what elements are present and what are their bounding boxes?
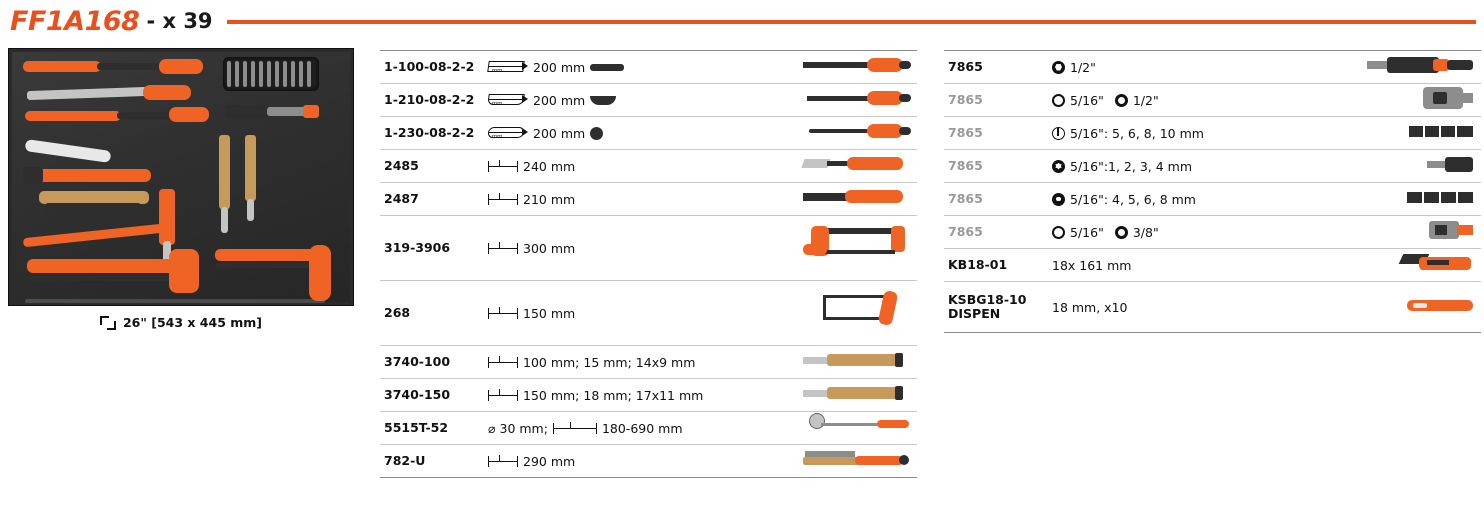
table-row[interactable] bbox=[944, 150, 1481, 183]
part-spec bbox=[488, 281, 793, 346]
length-icon bbox=[553, 423, 597, 433]
table-row[interactable] bbox=[380, 183, 917, 216]
part-spec bbox=[488, 117, 793, 150]
part-spec bbox=[488, 51, 793, 84]
parts-table-left bbox=[380, 50, 917, 478]
part-spec bbox=[488, 379, 793, 412]
part-thumbnail bbox=[1357, 216, 1481, 249]
page-header bbox=[10, 4, 1476, 38]
table-row[interactable] bbox=[380, 84, 917, 117]
table-row[interactable] bbox=[380, 412, 917, 445]
hex-socket-icon bbox=[1052, 193, 1065, 206]
part-spec-text: 290 mm bbox=[523, 453, 576, 469]
table-row[interactable] bbox=[944, 282, 1481, 333]
table-row[interactable] bbox=[944, 84, 1481, 117]
part-code: 3740-100 bbox=[384, 353, 451, 369]
part-spec-text: 200 mm bbox=[533, 125, 586, 141]
part-code: 7865 bbox=[948, 223, 983, 239]
part-spec bbox=[1052, 84, 1357, 117]
part-thumbnail bbox=[793, 445, 917, 478]
photo-caption bbox=[8, 315, 354, 330]
part-spec-text: 210 mm bbox=[523, 191, 576, 207]
part-spec-text-2: 3/8" bbox=[1132, 224, 1159, 240]
part-spec-text: 18x 161 mm bbox=[1052, 257, 1132, 273]
foam-tray-photo bbox=[8, 48, 354, 306]
part-thumbnail bbox=[793, 117, 917, 150]
table-row[interactable] bbox=[944, 117, 1481, 150]
ring-thick-icon bbox=[1115, 94, 1128, 107]
part-spec bbox=[1052, 249, 1357, 282]
part-spec-text: 5/16": 4, 5, 6, 8 mm bbox=[1070, 191, 1196, 207]
table-row[interactable] bbox=[380, 51, 917, 84]
part-code: 268 bbox=[384, 304, 411, 320]
part-code: 7865 bbox=[948, 190, 983, 206]
table-row[interactable] bbox=[380, 117, 917, 150]
quantity-label: - x 39 bbox=[146, 9, 213, 33]
length-icon bbox=[488, 161, 518, 171]
rasp-end-flat-icon bbox=[590, 64, 624, 71]
part-spec-text: 200 mm bbox=[533, 92, 586, 108]
part-code: 7865 bbox=[948, 157, 983, 173]
torx-icon bbox=[1052, 160, 1065, 173]
table-row[interactable] bbox=[380, 281, 917, 346]
file-profile-flat-icon: mm bbox=[488, 59, 528, 75]
part-spec-text: 300 mm bbox=[523, 240, 576, 256]
part-thumbnail bbox=[793, 51, 917, 84]
part-spec-text: 200 mm bbox=[533, 59, 586, 75]
table-row[interactable] bbox=[380, 150, 917, 183]
part-code bbox=[944, 282, 1052, 333]
table-row[interactable] bbox=[944, 51, 1481, 84]
part-code-line1: KSBG18-10 bbox=[948, 291, 1027, 307]
length-icon bbox=[488, 243, 518, 253]
part-spec-text: ⌀ 30 mm; bbox=[488, 420, 548, 436]
part-code: 5515T-52 bbox=[384, 419, 449, 435]
file-profile-half-round-icon: mm bbox=[488, 92, 528, 108]
table-row[interactable] bbox=[380, 346, 917, 379]
part-thumbnail bbox=[1357, 51, 1481, 84]
ring-thick-icon bbox=[1115, 226, 1128, 239]
part-code: 7865 bbox=[948, 124, 983, 140]
part-thumbnail bbox=[793, 346, 917, 379]
header-rule bbox=[227, 20, 1476, 24]
part-thumbnail bbox=[1357, 84, 1481, 117]
part-spec-text: 5/16": 5, 6, 8, 10 mm bbox=[1070, 125, 1204, 141]
product-photo-block bbox=[8, 48, 354, 330]
part-spec bbox=[1052, 183, 1357, 216]
part-spec bbox=[1052, 150, 1357, 183]
part-spec bbox=[1052, 216, 1357, 249]
part-code: 1-100-08-2-2 bbox=[384, 58, 475, 74]
rasp-end-round-icon bbox=[590, 127, 603, 140]
table-row[interactable] bbox=[944, 249, 1481, 282]
length-icon bbox=[488, 456, 518, 466]
part-code-line2: DISPEN bbox=[948, 306, 1001, 321]
parts-table-right bbox=[944, 50, 1481, 333]
part-spec-text-2: 1/2" bbox=[1132, 92, 1159, 108]
square-drive-icon bbox=[1052, 61, 1065, 74]
table-row[interactable] bbox=[944, 183, 1481, 216]
part-thumbnail bbox=[793, 412, 917, 445]
part-code: 2487 bbox=[384, 190, 419, 206]
table-row[interactable] bbox=[380, 379, 917, 412]
part-spec-text: 18 mm, x10 bbox=[1052, 299, 1128, 315]
part-spec-text: 150 mm; 18 mm; 17x11 mm bbox=[523, 387, 704, 403]
part-thumbnail bbox=[1357, 249, 1481, 282]
ring-icon bbox=[1052, 94, 1065, 107]
table-row[interactable] bbox=[944, 216, 1481, 249]
length-icon bbox=[488, 194, 518, 204]
part-spec-text: 5/16" bbox=[1070, 92, 1104, 108]
part-thumbnail bbox=[1357, 150, 1481, 183]
part-spec bbox=[1052, 51, 1357, 84]
part-spec-text: 240 mm bbox=[523, 158, 576, 174]
ring-icon bbox=[1052, 226, 1065, 239]
page-title: FF1A168 bbox=[10, 5, 140, 37]
part-spec bbox=[488, 445, 793, 478]
part-spec bbox=[488, 412, 793, 445]
length-icon bbox=[488, 357, 518, 367]
part-code: 782-U bbox=[384, 452, 426, 468]
part-spec-text: 150 mm bbox=[523, 305, 576, 321]
part-thumbnail bbox=[793, 379, 917, 412]
length-icon bbox=[488, 308, 518, 318]
part-spec-text: 5/16" bbox=[1070, 224, 1104, 240]
part-spec bbox=[488, 346, 793, 379]
part-spec-text: 1/2" bbox=[1070, 59, 1096, 75]
part-code: 7865 bbox=[948, 91, 983, 107]
part-spec bbox=[488, 150, 793, 183]
part-code: 1-210-08-2-2 bbox=[384, 91, 475, 107]
part-thumbnail bbox=[1357, 282, 1481, 333]
table-row[interactable] bbox=[380, 216, 917, 281]
part-spec bbox=[488, 84, 793, 117]
part-thumbnail bbox=[793, 216, 917, 281]
part-thumbnail bbox=[1357, 117, 1481, 150]
part-code: 7865 bbox=[948, 58, 983, 74]
part-thumbnail bbox=[793, 150, 917, 183]
part-thumbnail bbox=[793, 84, 917, 117]
slotted-circle-icon bbox=[1052, 127, 1065, 140]
part-code: 1-230-08-2-2 bbox=[384, 124, 475, 140]
part-code: KB18-01 bbox=[948, 256, 1008, 272]
photo-caption-text: 26" [543 x 445 mm] bbox=[122, 315, 263, 330]
part-spec bbox=[488, 216, 793, 281]
part-thumbnail bbox=[793, 281, 917, 346]
part-spec-text: 5/16":1, 2, 3, 4 mm bbox=[1070, 158, 1193, 174]
part-thumbnail bbox=[793, 183, 917, 216]
resize-corners-icon bbox=[100, 316, 116, 330]
part-thumbnail bbox=[1357, 183, 1481, 216]
part-spec-text: 100 mm; 15 mm; 14x9 mm bbox=[523, 354, 696, 370]
file-profile-round-icon: mm bbox=[488, 125, 528, 141]
part-spec-text-2: 180-690 mm bbox=[601, 420, 683, 436]
part-code: 3740-150 bbox=[384, 386, 451, 402]
table-row[interactable] bbox=[380, 445, 917, 478]
part-spec bbox=[1052, 282, 1357, 333]
part-code: 2485 bbox=[384, 157, 419, 173]
part-spec bbox=[1052, 117, 1357, 150]
part-spec bbox=[488, 183, 793, 216]
length-icon bbox=[488, 390, 518, 400]
part-code: 319-3906 bbox=[384, 239, 451, 255]
rasp-end-half-round-icon bbox=[590, 96, 616, 105]
